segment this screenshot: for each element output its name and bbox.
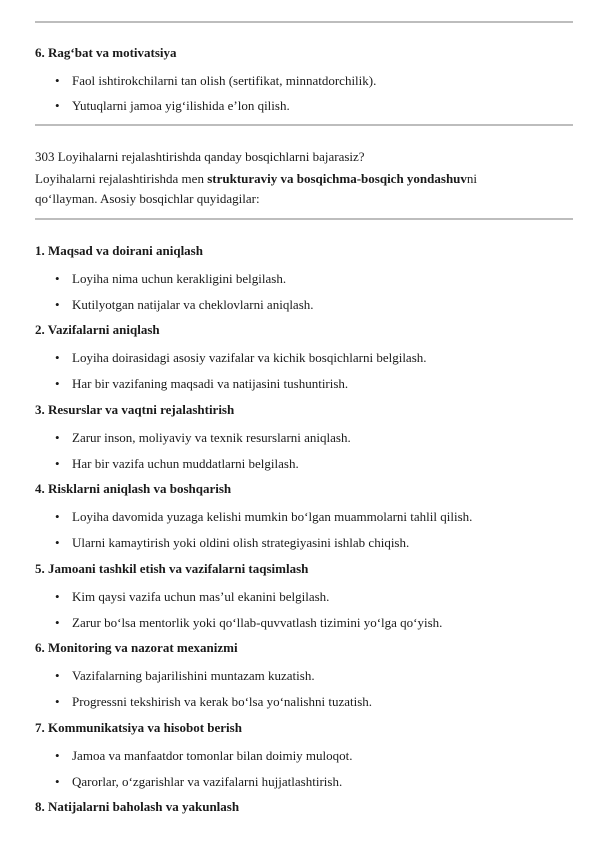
bullet-icon: • xyxy=(55,297,60,312)
list-item: Zarur inson, moliyaviy va texnik resurslarni aniqlash. xyxy=(72,430,351,445)
intro-text: Loyihalarni rejalashtirishda men xyxy=(35,171,208,186)
section-divider xyxy=(35,218,573,220)
list-item: Loyiha doirasidagi asosiy vazifalar va kichik bosqichlarni belgilash. xyxy=(72,350,427,365)
list-item: Kim qaysi vazifa uchun mas’ul ekanini belgilash. xyxy=(72,589,330,604)
bullet-icon: • xyxy=(55,456,60,471)
intro-bold-text: strukturaviy va bosqichma-bosqich yondashuv xyxy=(207,171,467,186)
bullet-icon: • xyxy=(55,668,60,683)
bullet-icon: • xyxy=(55,509,60,524)
intro-paragraph-line-1 xyxy=(35,171,477,187)
list-item: Progressni tekshirish va kerak bo‘lsa yo‘nalishni tuzatish. xyxy=(72,694,373,709)
list-item: Qarorlar, o‘zgarishlar va vazifalarni hujjatlashtirish. xyxy=(72,774,343,789)
bullet-icon: • xyxy=(55,615,60,630)
bullet-icon: • xyxy=(55,774,60,789)
list-item: Vazifalarning bajarilishini muntazam kuzatish. xyxy=(72,668,315,683)
bullet-icon: • xyxy=(55,376,60,391)
list-item: Kutilyotgan natijalar va cheklovlarni aniqlash. xyxy=(72,297,314,312)
step-heading: 1. Maqsad va doirani aniqlash xyxy=(35,243,203,258)
list-item: Har bir vazifaning maqsadi va natijasini tushuntirish. xyxy=(72,376,349,391)
bullet-icon: • xyxy=(55,271,60,286)
list-item: Faol ishtirokchilarni tan olish (sertifikat, minnatdorchilik). xyxy=(72,73,377,88)
list-item: Yutuqlarni jamoa yig‘ilishida e’lon qilish. xyxy=(72,98,290,113)
bullet-icon: • xyxy=(55,589,60,604)
step-heading: 7. Kommunikatsiya va hisobot berish xyxy=(35,720,242,735)
step-heading: 3. Resurslar va vaqtni rejalashtirish xyxy=(35,402,235,417)
list-item: Har bir vazifa uchun muddatlarni belgilash. xyxy=(72,456,299,471)
question-text: 303 Loyihalarni rejalashtirishda qanday bosqichlarni bajarasiz? xyxy=(35,149,365,164)
intro-text-suffix: ni xyxy=(466,171,478,186)
bullet-icon: • xyxy=(55,430,60,445)
list-item: Zarur bo‘lsa mentorlik yoki qo‘llab-quvvatlash tizimini yo‘lga qo‘yish. xyxy=(72,615,443,630)
list-item: Loyiha davomida yuzaga kelishi mumkin bo‘lgan muammolarni tahlil qilish. xyxy=(72,509,473,524)
step-heading: 6. Monitoring va nazorat mexanizmi xyxy=(35,640,238,655)
step-heading: 4. Risklarni aniqlash va boshqarish xyxy=(35,481,232,496)
step-heading: 2. Vazifalarni aniqlash xyxy=(35,322,160,337)
bullet-icon: • xyxy=(55,73,60,88)
section-divider xyxy=(35,124,573,126)
top-divider xyxy=(35,21,573,23)
bullet-icon: • xyxy=(55,748,60,763)
intro-paragraph-line-2: qo‘llayman. Asosiy bosqichlar quyidagilar: xyxy=(35,191,260,206)
bullet-icon: • xyxy=(55,350,60,365)
bullet-icon: • xyxy=(55,535,60,550)
section-heading: 6. Rag‘bat va motivatsiya xyxy=(35,45,177,60)
step-heading: 5. Jamoani tashkil etish va vazifalarni taqsimlash xyxy=(35,561,309,576)
list-item: Jamoa va manfaatdor tomonlar bilan doimiy muloqot. xyxy=(72,748,353,763)
list-item: Loyiha nima uchun kerakligini belgilash. xyxy=(72,271,287,286)
bullet-icon: • xyxy=(55,98,60,113)
list-item: Ularni kamaytirish yoki oldini olish strategiyasini ishlab chiqish. xyxy=(72,535,410,550)
step-heading: 8. Natijalarni baholash va yakunlash xyxy=(35,799,240,814)
bullet-icon: • xyxy=(55,694,60,709)
